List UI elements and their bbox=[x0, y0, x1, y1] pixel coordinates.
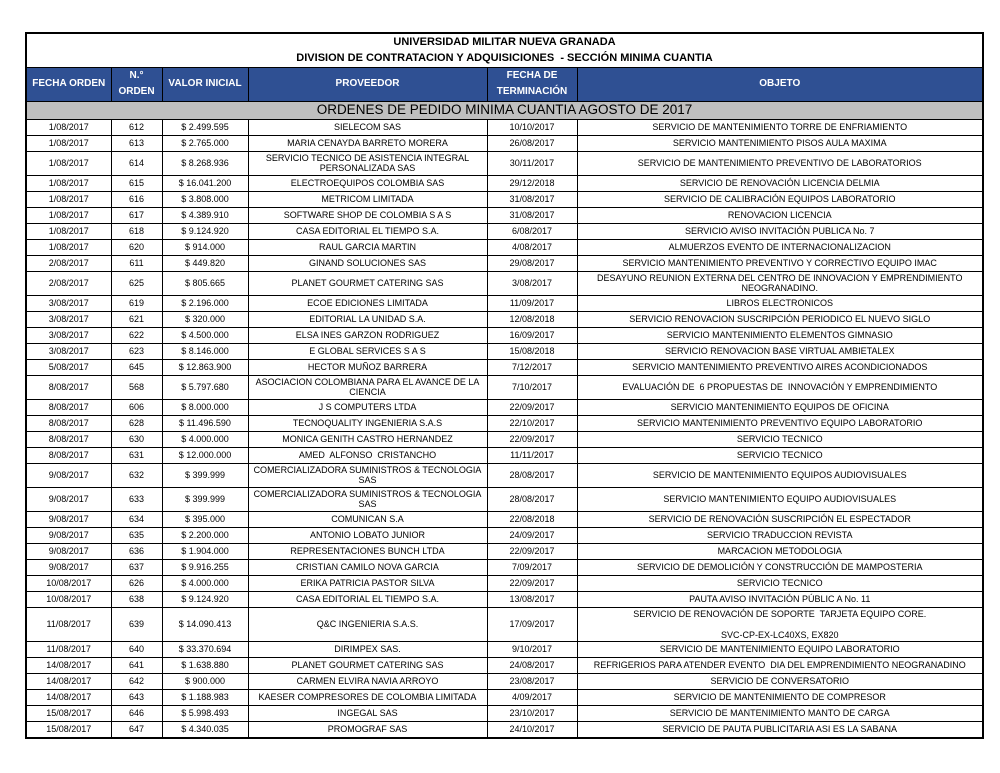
fecha-terminacion-cell: 9/10/2017 bbox=[487, 642, 577, 658]
fecha-orden-cell: 1/08/2017 bbox=[26, 223, 111, 239]
valor-inicial-cell: $ 33.370.694 bbox=[162, 642, 248, 658]
numero-orden-cell: 643 bbox=[111, 690, 162, 706]
fecha-terminacion-cell: 4/08/2017 bbox=[487, 239, 577, 255]
fecha-orden-cell: 8/08/2017 bbox=[26, 375, 111, 399]
table-row bbox=[26, 722, 983, 738]
fecha-orden-cell: 2/08/2017 bbox=[26, 271, 111, 295]
valor-inicial-cell: $ 2.200.000 bbox=[162, 527, 248, 543]
proveedor-cell: DIRIMPEX SAS. bbox=[248, 642, 487, 658]
fecha-orden-cell: 3/08/2017 bbox=[26, 295, 111, 311]
fecha-terminacion-cell: 23/08/2017 bbox=[487, 674, 577, 690]
numero-orden-cell: 638 bbox=[111, 591, 162, 607]
fecha-orden-cell: 15/08/2017 bbox=[26, 722, 111, 738]
proveedor-cell: CASA EDITORIAL EL TIEMPO S.A. bbox=[248, 591, 487, 607]
objeto-cell: ALMUERZOS EVENTO DE INTERNACIONALIZACION bbox=[577, 239, 983, 255]
objeto-cell: SERVICIO MANTENIMIENTO PREVENTIVO EQUIPO LABORATORIO bbox=[577, 415, 983, 431]
objeto-cell: SERVICIO DE CALIBRACIÓN EQUIPOS LABORATORIO bbox=[577, 191, 983, 207]
orders-table bbox=[25, 32, 984, 739]
objeto-cell: SERVICIO DE MANTENIMIENTO MANTO DE CARGA bbox=[577, 706, 983, 722]
valor-inicial-cell: $ 900.000 bbox=[162, 674, 248, 690]
numero-orden-cell: 634 bbox=[111, 511, 162, 527]
valor-inicial-cell: $ 8.268.936 bbox=[162, 151, 248, 175]
fecha-orden-cell: 11/08/2017 bbox=[26, 642, 111, 658]
proveedor-cell: SERVICIO TECNICO DE ASISTENCIA INTEGRAL PERSONALIZADA SAS bbox=[248, 151, 487, 175]
fecha-orden-cell: 1/08/2017 bbox=[26, 119, 111, 135]
valor-inicial-cell: $ 12.000.000 bbox=[162, 447, 248, 463]
fecha-terminacion-cell: 23/10/2017 bbox=[487, 706, 577, 722]
valor-inicial-cell: $ 11.496.590 bbox=[162, 415, 248, 431]
objeto-cell: SERVICIO MANTENIMIENTO PISOS AULA MAXIMA bbox=[577, 135, 983, 151]
numero-orden-cell: 628 bbox=[111, 415, 162, 431]
numero-orden-cell: 618 bbox=[111, 223, 162, 239]
fecha-terminacion-cell: 31/08/2017 bbox=[487, 207, 577, 223]
numero-orden-cell: 611 bbox=[111, 255, 162, 271]
fecha-orden-cell: 1/08/2017 bbox=[26, 191, 111, 207]
objeto-cell: SERVICIO DE MANTENIMIENTO EQUIPO LABORATORIO bbox=[577, 642, 983, 658]
table-row bbox=[26, 591, 983, 607]
title-row-institution bbox=[26, 33, 983, 50]
fecha-terminacion-cell: 28/08/2017 bbox=[487, 463, 577, 487]
numero-orden-cell: 637 bbox=[111, 559, 162, 575]
fecha-orden-cell: 15/08/2017 bbox=[26, 706, 111, 722]
table-row bbox=[26, 543, 983, 559]
proveedor-cell: ANTONIO LOBATO JUNIOR bbox=[248, 527, 487, 543]
table-row bbox=[26, 343, 983, 359]
valor-inicial-cell: $ 4.000.000 bbox=[162, 575, 248, 591]
valor-inicial-cell: $ 8.146.000 bbox=[162, 343, 248, 359]
proveedor-cell: CASA EDITORIAL EL TIEMPO S.A. bbox=[248, 223, 487, 239]
valor-inicial-cell: $ 399.999 bbox=[162, 487, 248, 511]
proveedor-cell: ASOCIACION COLOMBIANA PARA EL AVANCE DE LA CIENCIA bbox=[248, 375, 487, 399]
column-header-numero-orden: N.° ORDEN bbox=[111, 67, 162, 101]
fecha-orden-cell: 9/08/2017 bbox=[26, 527, 111, 543]
table-row bbox=[26, 674, 983, 690]
fecha-terminacion-cell: 11/09/2017 bbox=[487, 295, 577, 311]
column-header-objeto: OBJETO bbox=[577, 67, 983, 101]
table-row bbox=[26, 151, 983, 175]
numero-orden-cell: 619 bbox=[111, 295, 162, 311]
numero-orden-cell: 623 bbox=[111, 343, 162, 359]
valor-inicial-cell: $ 12.863.900 bbox=[162, 359, 248, 375]
fecha-terminacion-cell: 10/10/2017 bbox=[487, 119, 577, 135]
valor-inicial-cell: $ 395.000 bbox=[162, 511, 248, 527]
section-title-row bbox=[26, 101, 983, 119]
section-title: ORDENES DE PEDIDO MINIMA CUANTIA AGOSTO DE 2017 bbox=[26, 101, 983, 119]
proveedor-cell: COMERCIALIZADORA SUMINISTROS & TECNOLOGIA SAS bbox=[248, 487, 487, 511]
numero-orden-cell: 620 bbox=[111, 239, 162, 255]
fecha-terminacion-cell: 7/10/2017 bbox=[487, 375, 577, 399]
column-header-valor-inicial: VALOR INICIAL bbox=[162, 67, 248, 101]
table-row bbox=[26, 119, 983, 135]
objeto-cell: SERVICIO RENOVACION SUSCRIPCIÓN PERIODICO EL NUEVO SIGLO bbox=[577, 311, 983, 327]
division-title: DIVISION DE CONTRATACION Y ADQUISICIONES - SECCIÓN MINIMA CUANTIA bbox=[26, 50, 983, 67]
proveedor-cell: REPRESENTACIONES BUNCH LTDA bbox=[248, 543, 487, 559]
objeto-cell: SERVICIO DE RENOVACIÓN SUSCRIPCIÓN EL ESPECTADOR bbox=[577, 511, 983, 527]
valor-inicial-cell: $ 9.124.920 bbox=[162, 223, 248, 239]
fecha-terminacion-cell: 15/08/2018 bbox=[487, 343, 577, 359]
table-row bbox=[26, 191, 983, 207]
fecha-terminacion-cell: 11/11/2017 bbox=[487, 447, 577, 463]
proveedor-cell: HECTOR MUÑOZ BARRERA bbox=[248, 359, 487, 375]
fecha-terminacion-cell: 22/09/2017 bbox=[487, 575, 577, 591]
fecha-orden-cell: 1/08/2017 bbox=[26, 151, 111, 175]
numero-orden-cell: 630 bbox=[111, 431, 162, 447]
objeto-cell: DESAYUNO REUNION EXTERNA DEL CENTRO DE INNOVACION Y EMPRENDIMIENTO NEOGRANADINO. bbox=[577, 271, 983, 295]
numero-orden-cell: 622 bbox=[111, 327, 162, 343]
numero-orden-cell: 612 bbox=[111, 119, 162, 135]
fecha-orden-cell: 9/08/2017 bbox=[26, 543, 111, 559]
table-row bbox=[26, 511, 983, 527]
fecha-terminacion-cell: 22/08/2018 bbox=[487, 511, 577, 527]
proveedor-cell: AMED ALFONSO CRISTANCHO bbox=[248, 447, 487, 463]
proveedor-cell: ELSA INES GARZON RODRIGUEZ bbox=[248, 327, 487, 343]
proveedor-cell: COMERCIALIZADORA SUMINISTROS & TECNOLOGIA SAS bbox=[248, 463, 487, 487]
valor-inicial-cell: $ 2.765.000 bbox=[162, 135, 248, 151]
fecha-orden-cell: 3/08/2017 bbox=[26, 327, 111, 343]
numero-orden-cell: 635 bbox=[111, 527, 162, 543]
fecha-orden-cell: 1/08/2017 bbox=[26, 175, 111, 191]
proveedor-cell: INGEGAL SAS bbox=[248, 706, 487, 722]
objeto-cell: SERVICIO TECNICO bbox=[577, 431, 983, 447]
valor-inicial-cell: $ 4.389.910 bbox=[162, 207, 248, 223]
column-header-proveedor: PROVEEDOR bbox=[248, 67, 487, 101]
proveedor-cell: MONICA GENITH CASTRO HERNANDEZ bbox=[248, 431, 487, 447]
fecha-terminacion-cell: 16/09/2017 bbox=[487, 327, 577, 343]
objeto-cell: MARCACION METODOLOGIA bbox=[577, 543, 983, 559]
valor-inicial-cell: $ 9.124.920 bbox=[162, 591, 248, 607]
fecha-terminacion-cell: 7/12/2017 bbox=[487, 359, 577, 375]
table-row bbox=[26, 658, 983, 674]
fecha-orden-cell: 3/08/2017 bbox=[26, 343, 111, 359]
fecha-terminacion-cell: 13/08/2017 bbox=[487, 591, 577, 607]
fecha-orden-cell: 11/08/2017 bbox=[26, 607, 111, 642]
institution-title: UNIVERSIDAD MILITAR NUEVA GRANADA bbox=[26, 33, 983, 50]
proveedor-cell: ELECTROEQUIPOS COLOMBIA SAS bbox=[248, 175, 487, 191]
table-row bbox=[26, 327, 983, 343]
table-row bbox=[26, 690, 983, 706]
proveedor-cell: TECNOQUALITY INGENIERIA S.A.S bbox=[248, 415, 487, 431]
numero-orden-cell: 647 bbox=[111, 722, 162, 738]
fecha-orden-cell: 10/08/2017 bbox=[26, 575, 111, 591]
column-header-row bbox=[26, 67, 983, 101]
table-row bbox=[26, 463, 983, 487]
numero-orden-cell: 616 bbox=[111, 191, 162, 207]
fecha-terminacion-cell: 22/09/2017 bbox=[487, 543, 577, 559]
fecha-orden-cell: 1/08/2017 bbox=[26, 135, 111, 151]
valor-inicial-cell: $ 16.041.200 bbox=[162, 175, 248, 191]
objeto-cell: SERVICIO DE RENOVACIÓN DE SOPORTE TARJETA EQUIPO CORE. SVC-CP-EX-LC40XS, EX820 bbox=[577, 607, 983, 642]
objeto-cell: SERVICIO TECNICO bbox=[577, 575, 983, 591]
fecha-orden-cell: 9/08/2017 bbox=[26, 487, 111, 511]
proveedor-cell: J S COMPUTERS LTDA bbox=[248, 399, 487, 415]
fecha-terminacion-cell: 6/08/2017 bbox=[487, 223, 577, 239]
fecha-terminacion-cell: 29/12/2018 bbox=[487, 175, 577, 191]
column-header-fecha-terminacion: FECHA DE TERMINACIÓN bbox=[487, 67, 577, 101]
objeto-cell: SERVICIO DE MANTENIMIENTO TORRE DE ENFRIAMIENTO bbox=[577, 119, 983, 135]
objeto-cell: SERVICIO MANTENIMIENTO EQUIPOS DE OFICINA bbox=[577, 399, 983, 415]
valor-inicial-cell: $ 1.638.880 bbox=[162, 658, 248, 674]
orders-table-body bbox=[26, 119, 983, 738]
fecha-orden-cell: 8/08/2017 bbox=[26, 447, 111, 463]
proveedor-cell: EDITORIAL LA UNIDAD S.A. bbox=[248, 311, 487, 327]
proveedor-cell: ECOE EDICIONES LIMITADA bbox=[248, 295, 487, 311]
objeto-cell: SERVICIO MANTENIMIENTO PREVENTIVO AIRES ACONDICIONADOS bbox=[577, 359, 983, 375]
table-row bbox=[26, 311, 983, 327]
proveedor-cell: CRISTIAN CAMILO NOVA GARCIA bbox=[248, 559, 487, 575]
proveedor-cell: KAESER COMPRESORES DE COLOMBIA LIMITADA bbox=[248, 690, 487, 706]
numero-orden-cell: 606 bbox=[111, 399, 162, 415]
valor-inicial-cell: $ 320.000 bbox=[162, 311, 248, 327]
proveedor-cell: E GLOBAL SERVICES S A S bbox=[248, 343, 487, 359]
table-row bbox=[26, 575, 983, 591]
table-row bbox=[26, 375, 983, 399]
objeto-cell: SERVICIO AVISO INVITACIÓN PUBLICA No. 7 bbox=[577, 223, 983, 239]
numero-orden-cell: 615 bbox=[111, 175, 162, 191]
valor-inicial-cell: $ 5.797.680 bbox=[162, 375, 248, 399]
fecha-orden-cell: 1/08/2017 bbox=[26, 207, 111, 223]
fecha-orden-cell: 9/08/2017 bbox=[26, 559, 111, 575]
numero-orden-cell: 626 bbox=[111, 575, 162, 591]
proveedor-cell: METRICOM LIMITADA bbox=[248, 191, 487, 207]
numero-orden-cell: 625 bbox=[111, 271, 162, 295]
numero-orden-cell: 646 bbox=[111, 706, 162, 722]
proveedor-cell: SOFTWARE SHOP DE COLOMBIA S A S bbox=[248, 207, 487, 223]
fecha-orden-cell: 1/08/2017 bbox=[26, 239, 111, 255]
objeto-cell: PAUTA AVISO INVITACIÓN PÚBLIC A No. 11 bbox=[577, 591, 983, 607]
objeto-cell: SERVICIO MANTENIMIENTO ELEMENTOS GIMNASIO bbox=[577, 327, 983, 343]
fecha-terminacion-cell: 29/08/2017 bbox=[487, 255, 577, 271]
valor-inicial-cell: $ 4.000.000 bbox=[162, 431, 248, 447]
fecha-orden-cell: 5/08/2017 bbox=[26, 359, 111, 375]
numero-orden-cell: 636 bbox=[111, 543, 162, 559]
table-row bbox=[26, 559, 983, 575]
proveedor-cell: Q&C INGENIERIA S.A.S. bbox=[248, 607, 487, 642]
objeto-cell: SERVICIO DE DEMOLICIÓN Y CONSTRUCCIÓN DE MAMPOSTERIA bbox=[577, 559, 983, 575]
proveedor-cell: ERIKA PATRICIA PASTOR SILVA bbox=[248, 575, 487, 591]
fecha-terminacion-cell: 24/08/2017 bbox=[487, 658, 577, 674]
valor-inicial-cell: $ 9.916.255 bbox=[162, 559, 248, 575]
valor-inicial-cell: $ 5.998.493 bbox=[162, 706, 248, 722]
proveedor-cell: SIELECOM SAS bbox=[248, 119, 487, 135]
valor-inicial-cell: $ 1.188.983 bbox=[162, 690, 248, 706]
fecha-orden-cell: 14/08/2017 bbox=[26, 658, 111, 674]
fecha-orden-cell: 14/08/2017 bbox=[26, 690, 111, 706]
numero-orden-cell: 645 bbox=[111, 359, 162, 375]
fecha-terminacion-cell: 22/09/2017 bbox=[487, 399, 577, 415]
objeto-cell: SERVICIO DE MANTENIMIENTO PREVENTIVO DE LABORATORIOS bbox=[577, 151, 983, 175]
proveedor-cell: CARMEN ELVIRA NAVIA ARROYO bbox=[248, 674, 487, 690]
numero-orden-cell: 613 bbox=[111, 135, 162, 151]
objeto-cell: REFRIGERIOS PARA ATENDER EVENTO DIA DEL EMPRENDIMIENTO NEOGRANADINO bbox=[577, 658, 983, 674]
objeto-cell: SERVICIO DE CONVERSATORIO bbox=[577, 674, 983, 690]
objeto-cell: LIBROS ELECTRONICOS bbox=[577, 295, 983, 311]
fecha-terminacion-cell: 26/08/2017 bbox=[487, 135, 577, 151]
valor-inicial-cell: $ 805.665 bbox=[162, 271, 248, 295]
valor-inicial-cell: $ 2.499.595 bbox=[162, 119, 248, 135]
proveedor-cell: MARIA CENAYDA BARRETO MORERA bbox=[248, 135, 487, 151]
valor-inicial-cell: $ 449.820 bbox=[162, 255, 248, 271]
numero-orden-cell: 617 bbox=[111, 207, 162, 223]
objeto-cell: SERVICIO DE RENOVACIÓN LICENCIA DELMIA bbox=[577, 175, 983, 191]
column-header-fecha-orden: FECHA ORDEN bbox=[26, 67, 111, 101]
table-row bbox=[26, 223, 983, 239]
table-row bbox=[26, 239, 983, 255]
proveedor-cell: GINAND SOLUCIONES SAS bbox=[248, 255, 487, 271]
fecha-terminacion-cell: 28/08/2017 bbox=[487, 487, 577, 511]
table-row bbox=[26, 487, 983, 511]
table-row bbox=[26, 175, 983, 191]
table-row bbox=[26, 359, 983, 375]
objeto-cell: EVALUACIÓN DE 6 PROPUESTAS DE INNOVACIÓN Y EMPRENDIMIENTO bbox=[577, 375, 983, 399]
valor-inicial-cell: $ 399.999 bbox=[162, 463, 248, 487]
numero-orden-cell: 631 bbox=[111, 447, 162, 463]
fecha-terminacion-cell: 30/11/2017 bbox=[487, 151, 577, 175]
fecha-orden-cell: 8/08/2017 bbox=[26, 399, 111, 415]
proveedor-cell: PLANET GOURMET CATERING SAS bbox=[248, 271, 487, 295]
objeto-cell: SERVICIO MANTENIMIENTO PREVENTIVO Y CORRECTIVO EQUIPO IMAC bbox=[577, 255, 983, 271]
objeto-cell: SERVICIO DE MANTENIMIENTO DE COMPRESOR bbox=[577, 690, 983, 706]
fecha-orden-cell: 10/08/2017 bbox=[26, 591, 111, 607]
fecha-terminacion-cell: 12/08/2018 bbox=[487, 311, 577, 327]
numero-orden-cell: 633 bbox=[111, 487, 162, 511]
table-row bbox=[26, 255, 983, 271]
valor-inicial-cell: $ 3.808.000 bbox=[162, 191, 248, 207]
numero-orden-cell: 621 bbox=[111, 311, 162, 327]
objeto-cell: SERVICIO TRADUCCION REVISTA bbox=[577, 527, 983, 543]
fecha-orden-cell: 14/08/2017 bbox=[26, 674, 111, 690]
numero-orden-cell: 568 bbox=[111, 375, 162, 399]
table-row bbox=[26, 295, 983, 311]
fecha-terminacion-cell: 22/10/2017 bbox=[487, 415, 577, 431]
fecha-orden-cell: 9/08/2017 bbox=[26, 511, 111, 527]
fecha-orden-cell: 2/08/2017 bbox=[26, 255, 111, 271]
valor-inicial-cell: $ 8.000.000 bbox=[162, 399, 248, 415]
objeto-cell: SERVICIO RENOVACION BASE VIRTUAL AMBIETALEX bbox=[577, 343, 983, 359]
numero-orden-cell: 640 bbox=[111, 642, 162, 658]
valor-inicial-cell: $ 914.000 bbox=[162, 239, 248, 255]
fecha-orden-cell: 9/08/2017 bbox=[26, 463, 111, 487]
table-row bbox=[26, 271, 983, 295]
valor-inicial-cell: $ 4.340.035 bbox=[162, 722, 248, 738]
table-row bbox=[26, 642, 983, 658]
table-row bbox=[26, 431, 983, 447]
fecha-terminacion-cell: 24/09/2017 bbox=[487, 527, 577, 543]
fecha-orden-cell: 8/08/2017 bbox=[26, 415, 111, 431]
fecha-terminacion-cell: 31/08/2017 bbox=[487, 191, 577, 207]
numero-orden-cell: 641 bbox=[111, 658, 162, 674]
numero-orden-cell: 642 bbox=[111, 674, 162, 690]
objeto-cell: SERVICIO DE PAUTA PUBLICITARIA ASI ES LA SABANA bbox=[577, 722, 983, 738]
objeto-cell: SERVICIO DE MANTENIMIENTO EQUIPOS AUDIOVISUALES bbox=[577, 463, 983, 487]
fecha-orden-cell: 8/08/2017 bbox=[26, 431, 111, 447]
numero-orden-cell: 614 bbox=[111, 151, 162, 175]
proveedor-cell: PROMOGRAF SAS bbox=[248, 722, 487, 738]
objeto-cell: SERVICIO TECNICO bbox=[577, 447, 983, 463]
proveedor-cell: COMUNICAN S.A bbox=[248, 511, 487, 527]
valor-inicial-cell: $ 14.090.413 bbox=[162, 607, 248, 642]
numero-orden-cell: 632 bbox=[111, 463, 162, 487]
table-row bbox=[26, 415, 983, 431]
table-row bbox=[26, 607, 983, 642]
table-row bbox=[26, 447, 983, 463]
table-row bbox=[26, 399, 983, 415]
valor-inicial-cell: $ 1.904.000 bbox=[162, 543, 248, 559]
fecha-terminacion-cell: 3/08/2017 bbox=[487, 271, 577, 295]
proveedor-cell: PLANET GOURMET CATERING SAS bbox=[248, 658, 487, 674]
table-row bbox=[26, 135, 983, 151]
table-row bbox=[26, 527, 983, 543]
fecha-terminacion-cell: 4/09/2017 bbox=[487, 690, 577, 706]
fecha-terminacion-cell: 17/09/2017 bbox=[487, 607, 577, 642]
table-row bbox=[26, 706, 983, 722]
objeto-cell: SERVICIO MANTENIMIENTO EQUIPO AUDIOVISUALES bbox=[577, 487, 983, 511]
table-row bbox=[26, 207, 983, 223]
objeto-cell: RENOVACION LICENCIA bbox=[577, 207, 983, 223]
valor-inicial-cell: $ 4.500.000 bbox=[162, 327, 248, 343]
title-row-division bbox=[26, 50, 983, 67]
fecha-orden-cell: 3/08/2017 bbox=[26, 311, 111, 327]
numero-orden-cell: 639 bbox=[111, 607, 162, 642]
valor-inicial-cell: $ 2.196.000 bbox=[162, 295, 248, 311]
fecha-terminacion-cell: 22/09/2017 bbox=[487, 431, 577, 447]
proveedor-cell: RAUL GARCIA MARTIN bbox=[248, 239, 487, 255]
fecha-terminacion-cell: 24/10/2017 bbox=[487, 722, 577, 738]
fecha-terminacion-cell: 7/09/2017 bbox=[487, 559, 577, 575]
